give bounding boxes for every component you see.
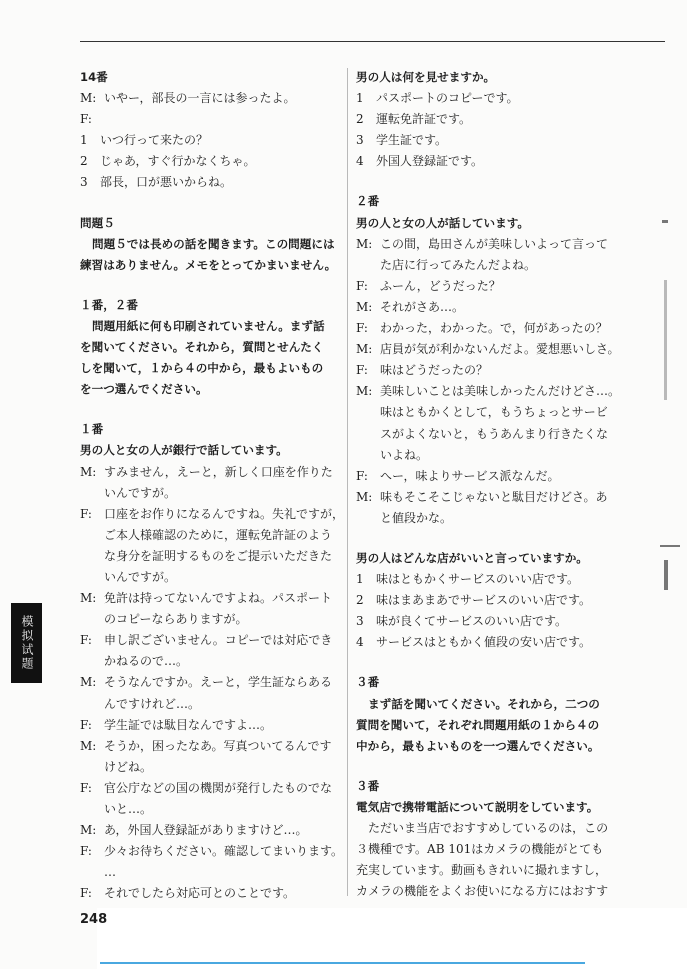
paragraph-line: を一つ選んでください。 [80, 382, 208, 397]
dialogue-continuation: いと…。 [104, 802, 153, 816]
paragraph-line: 質問を聞いて，それぞれ問題用紙の１から４の [356, 717, 600, 732]
blank-line [356, 757, 624, 776]
paragraph-line: を聞いてください。それから，質問とせんたく [80, 340, 324, 355]
section-heading: ３番 [356, 778, 380, 793]
paragraph-line: 問題用紙に何も印刷されていません。まず話 [92, 318, 325, 333]
option-number: 3 [80, 175, 88, 190]
speaker-label: M: [356, 236, 373, 251]
option-text: いつ行って来たの？ [100, 133, 209, 148]
dialogue-line [80, 109, 348, 130]
option-number: 2 [356, 593, 364, 608]
dialogue-text: 味もそこそこじゃないと駄目だけどさ。あ [380, 489, 608, 504]
dialogue-line [80, 630, 348, 651]
scan-artifact [664, 560, 668, 590]
section-heading: ３番 [356, 675, 380, 690]
dialogue-text: へー，味よりサービス派なんだ。 [380, 468, 560, 483]
option-text: サービスはともかく値段の安い店です。 [376, 635, 592, 650]
dialogue-line [80, 820, 348, 841]
blank-line [356, 172, 624, 191]
speaker-label: F: [80, 886, 92, 901]
speaker-label: F: [356, 363, 368, 378]
dialogue-line [356, 360, 624, 381]
option-number: 4 [356, 635, 364, 650]
dialogue-continuation: な身分を証明するものをご提示いただきた [104, 548, 333, 563]
left-column [80, 67, 348, 904]
speaker-label: F: [80, 633, 92, 648]
paragraph-line: ただいま当店でおすすめしているのは，この [368, 821, 609, 835]
option-number: 1 [356, 91, 364, 106]
option-number: 1 [356, 572, 364, 587]
section-heading: 問題５ [80, 215, 115, 230]
paragraph-line: 問題５では長めの話を聞きます。この問題には [92, 236, 335, 251]
dialogue-line [356, 466, 624, 487]
answer-option [356, 632, 624, 653]
blank-line [356, 653, 624, 672]
dialogue-continuation: んですけれど…。 [104, 696, 201, 711]
dialogue-line [356, 487, 624, 508]
paragraph-line: 充実しています。動画もきれいに撮れますし， [356, 863, 608, 878]
dialogue-text: 少々お待ちください。確認してまいります。 [104, 844, 344, 859]
dialogue-continuation: … [104, 865, 116, 880]
dialogue-text: 店員が気が利かないんだよ。愛想悪いしさ。 [380, 342, 620, 357]
option-text: パスポートのコピーです。 [376, 91, 519, 106]
option-number: 2 [80, 154, 88, 169]
blank-line [80, 194, 348, 213]
top-rule [80, 41, 665, 42]
dialogue-text: いやー，部長の一言には参ったよ。 [104, 91, 296, 106]
dialogue-line [356, 234, 624, 255]
speaker-label: F: [356, 321, 368, 336]
dialogue-text: ふーん，どうだった？ [380, 278, 501, 293]
option-text: 味はともかくサービスのいい店です。 [376, 572, 580, 587]
speaker-label: F: [356, 278, 368, 293]
dialogue-line [80, 672, 348, 693]
answer-option [356, 590, 624, 611]
option-text: 味が良くてサービスのいい店です。 [376, 614, 568, 629]
dialogue-continuation: いんですが。 [104, 569, 177, 584]
section-heading: 男の人は何を見せますか。 [356, 70, 496, 84]
dialogue-continuation: いんですが。 [104, 485, 177, 500]
section-heading: 電気店で携帯電話について説明をしています。 [356, 799, 599, 814]
scan-artifact [660, 545, 680, 547]
speaker-label: M: [80, 591, 97, 606]
bottom-blue-line [100, 962, 585, 964]
blank-line [80, 276, 348, 295]
answer-option [356, 611, 624, 632]
scan-artifact [664, 280, 667, 400]
section-heading: 男の人はどんな店がいいと言っていますか。 [356, 550, 588, 565]
dialogue-line [80, 841, 348, 862]
dialogue-line [80, 462, 348, 483]
speaker-label: M: [356, 489, 373, 504]
speaker-label: M: [80, 675, 97, 690]
answer-option [80, 130, 348, 151]
dialogue-text: この間，島田さんが美味しいよって言って [380, 236, 609, 251]
dialogue-line [356, 276, 624, 297]
dialogue-text: そうか，困ったなあ。写真ついてるんです [104, 738, 332, 753]
speaker-label: M: [356, 299, 373, 314]
speaker-label: F: [80, 506, 92, 521]
option-text: 運転免許証です。 [376, 112, 472, 127]
answer-option [80, 151, 348, 172]
side-tab: 模拟试题 [11, 603, 42, 683]
dialogue-line [356, 339, 624, 360]
section-heading: 男の人と女の人が話しています。 [356, 215, 529, 230]
section-heading: １番，２番 [80, 297, 138, 312]
section-heading: １番 [80, 422, 104, 437]
speaker-label: F: [80, 717, 92, 732]
speaker-label: M: [80, 464, 97, 479]
paragraph-line: しを聞いて，１から４の中から，最もよいもの [80, 361, 324, 376]
option-number: 1 [80, 133, 88, 148]
dialogue-line [80, 588, 348, 609]
dialogue-continuation: けどね。 [104, 759, 153, 774]
blank-line [356, 529, 624, 548]
answer-option [80, 172, 348, 193]
dialogue-text: わかった，わかった。で，何があったの？ [380, 321, 608, 336]
option-text: 外国人登録証です。 [376, 154, 484, 169]
option-number: 4 [356, 154, 364, 169]
answer-option [356, 130, 624, 151]
answer-option [356, 569, 624, 590]
dialogue-text: 味はどうだったの？ [380, 363, 489, 378]
dialogue-text: 学生証では駄目なんですよ…。 [104, 717, 273, 732]
speaker-label: F: [80, 112, 92, 127]
dialogue-continuation: かねるので…。 [104, 654, 189, 669]
dialogue-text: あ，外国人登録証がありますけど…。 [104, 823, 308, 838]
dialogue-continuation: いよね。 [380, 447, 429, 462]
speaker-label: M: [80, 91, 97, 106]
option-number: 3 [356, 133, 364, 148]
dialogue-line [80, 88, 348, 109]
blank-line [80, 400, 348, 419]
dialogue-continuation: のコピーならありますが。 [104, 612, 248, 627]
dialogue-continuation: た店に行ってみたんだよね。 [380, 257, 537, 272]
option-number: 3 [356, 614, 364, 629]
right-column [356, 67, 624, 902]
paragraph-line: カメラの機能をよくお使いになる方にはおすす [356, 884, 609, 899]
speaker-label: M: [80, 823, 97, 838]
dialogue-text: 申し訳ございません。コピーでは対応でき [104, 633, 333, 648]
dialogue-line [356, 297, 624, 318]
dialogue-text: 免許は持ってないんですよね。パスポート [104, 591, 333, 606]
paragraph-line: ３機種です。AB 101はカメラの機能がとても [356, 842, 604, 857]
dialogue-text: 官公庁などの国の機関が発行したものでな [104, 780, 333, 795]
dialogue-continuation: スがよくないと，もうあんまり行きたくな [380, 426, 609, 441]
dialogue-line [80, 778, 348, 799]
dialogue-text: それがさあ…。 [380, 299, 465, 314]
page-number: 248 [80, 912, 108, 927]
answer-option [356, 151, 624, 172]
dialogue-text: すみません，えーと，新しく口座を作りた [104, 464, 333, 479]
speaker-label: M: [80, 738, 97, 753]
dialogue-text: そうなんですか。えーと，学生証ならある [104, 675, 333, 690]
dialogue-text: それでしたら対応可とのことです。 [104, 886, 296, 901]
paragraph-line: まず話を聞いてください。それから，二つの [368, 696, 600, 711]
section-heading: ２番 [356, 194, 380, 209]
dialogue-continuation: と値段かな。 [380, 510, 453, 525]
dialogue-line [80, 736, 348, 757]
option-number: 2 [356, 112, 364, 127]
dialogue-line [356, 318, 624, 339]
dialogue-line [80, 715, 348, 736]
speaker-label: F: [80, 844, 92, 859]
option-text: 学生証です。 [376, 133, 448, 148]
speaker-label: M: [356, 384, 373, 399]
dialogue-line [80, 883, 348, 904]
paragraph-line: 練習はありません。メモをとってかまいません。 [80, 257, 337, 272]
speaker-label: M: [356, 342, 373, 357]
dialogue-continuation: 味はともかくとして，もうちょっとサービ [380, 405, 608, 420]
scan-artifact [662, 220, 668, 223]
answer-option [356, 88, 624, 109]
dialogue-text: 美味しいことは美味しかったんだけどさ…。 [380, 384, 621, 399]
option-text: じゃあ，すぐ行かなくちゃ。 [100, 154, 256, 169]
dialogue-continuation: ご本人様確認のために，運転免許証のよう [104, 527, 333, 542]
dialogue-line [80, 504, 348, 525]
speaker-label: F: [356, 468, 368, 483]
option-text: 味はまあまあでサービスのいい店です。 [376, 593, 592, 608]
answer-option [356, 109, 624, 130]
section-heading: 男の人と女の人が銀行で話しています。 [80, 443, 288, 458]
dialogue-text: 口座をお作りになるんですね。失礼ですが， [104, 506, 345, 521]
option-text: 部長，口が悪いからね。 [100, 175, 233, 190]
section-heading: 14番 [80, 70, 108, 84]
paragraph-line: 中から，最もよいものを一つ選んでください。 [356, 738, 600, 753]
speaker-label: F: [80, 780, 92, 795]
bottom-margin [97, 908, 687, 969]
dialogue-line [356, 381, 624, 402]
